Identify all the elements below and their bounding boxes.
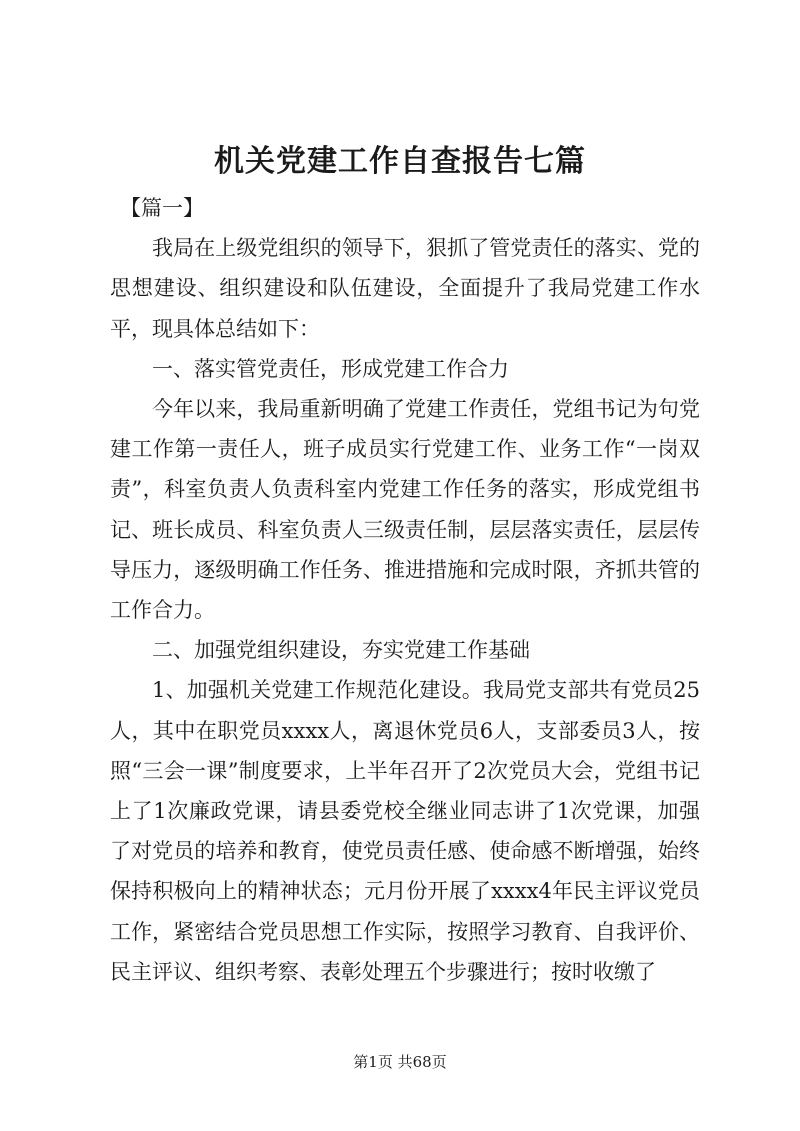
- paragraph-intro: 我局在上级党组织的领导下，狠抓了管党责任的落实、党的思想建设、组织建设和队伍建设，全面提升了我局党建工作水平，现具体总结如下：: [110, 236, 700, 341]
- page-footer: 第1页 共68页: [353, 1053, 447, 1071]
- paragraph-section-1: 今年以来，我局重新明确了党建工作责任，党组书记为句党建工作第一责任人，班子成员实行党建工作、业务工作“一岗双责”，科室负责人负责科室内党建工作任务的落实，形成党组书记、班长成员、科室负责人三级责任制，层层落实责任，层层传导压力，逐级明确工作任务、推进措施和完成时限，齐抓共管的工作合力。: [110, 397, 700, 623]
- section-label: 【篇一】: [120, 196, 204, 220]
- heading-section-1: 一、落实管党责任，形成党建工作合力: [152, 356, 509, 381]
- heading-section-2: 二、加强党组织建设，夯实党建工作基础: [152, 638, 530, 663]
- paragraph-section-2-item-1: 1、加强机关党建工作规范化建设。我局党支部共有党员25人，其中在职党员xxxx人，离退休党员6人，支部委员3人，按照“三会一课”制度要求，上半年召开了2次党员大会，党组书记上了1次廉政党课，请县委党校全继业同志讲了1次党课，加强了对党员的培养和教育，使党员责任感、使命感不断增强，始终保持积极向上的精神状态；元月份开展了xxxx4年民主评议党员工作，紧密结合党员思想工作实际，按照学习教育、自我评价、民主评议、组织考察、表彰处理五个步骤进行；按时收缴了: [110, 678, 700, 984]
- document-title: 机关党建工作自查报告七篇: [214, 144, 586, 179]
- document-body: [110, 188, 700, 992]
